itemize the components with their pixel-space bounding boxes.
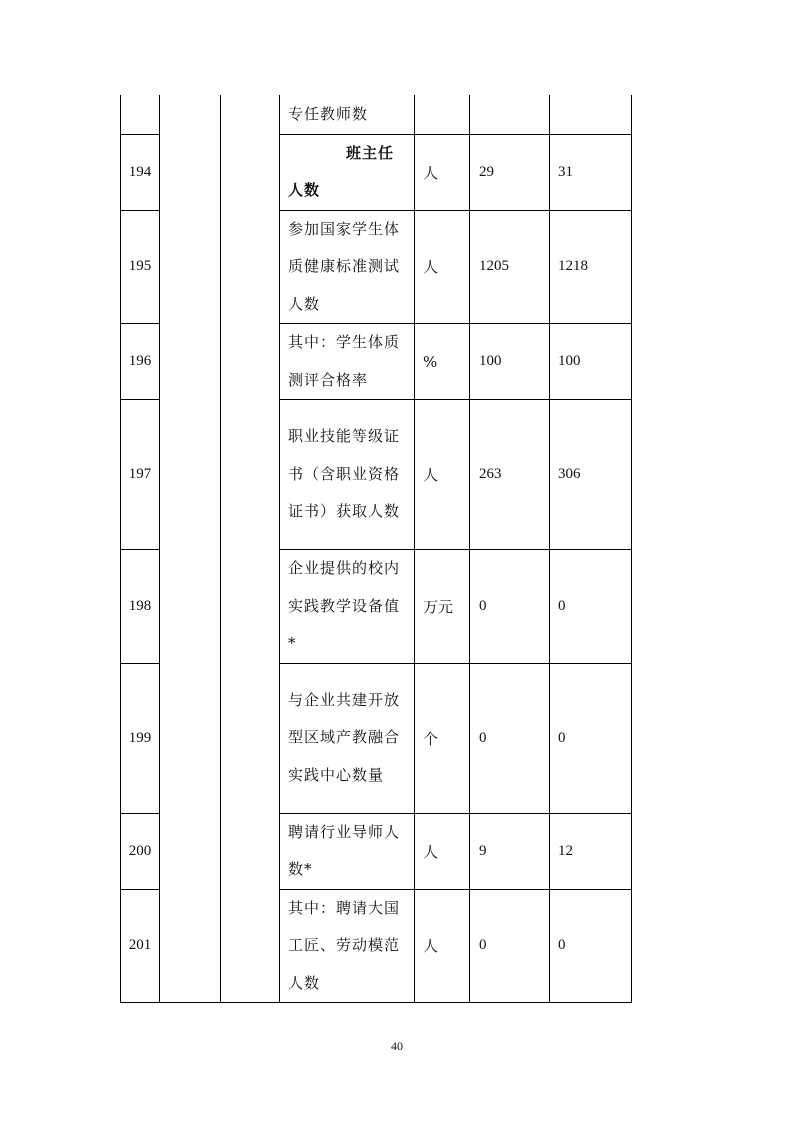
row-number: 200	[121, 813, 160, 889]
indicator-line-2: 人数	[288, 181, 321, 199]
value-2: 31	[550, 134, 632, 210]
category-cell-1	[160, 95, 221, 1003]
value-1	[470, 95, 550, 134]
indicator-name: 企业提供的校内实践教学设备值*	[280, 550, 415, 664]
indicator-line-1: 班主任	[345, 143, 394, 162]
unit: 人	[415, 210, 470, 324]
table-row	[121, 95, 632, 134]
value-2: 100	[550, 324, 632, 400]
value-2: 0	[550, 889, 632, 1003]
row-number: 195	[121, 210, 160, 324]
indicator-name: 其中：聘请大国工匠、劳动模范人数	[280, 889, 415, 1003]
value-1: 0	[470, 550, 550, 664]
page-number: 40	[391, 1039, 403, 1053]
row-number: 194	[121, 134, 160, 210]
value-1: 263	[470, 400, 550, 550]
value-2: 12	[550, 813, 632, 889]
value-1: 9	[470, 813, 550, 889]
value-1: 1205	[470, 210, 550, 324]
value-2: 0	[550, 663, 632, 813]
row-number: 198	[121, 550, 160, 664]
value-1: 100	[470, 324, 550, 400]
unit: 人	[415, 889, 470, 1003]
indicator-name: 职业技能等级证书（含职业资格证书）获取人数	[280, 400, 415, 550]
row-number: 197	[121, 400, 160, 550]
unit	[415, 95, 470, 134]
row-number: 199	[121, 663, 160, 813]
value-2: 306	[550, 400, 632, 550]
value-2: 0	[550, 550, 632, 664]
unit: 人	[415, 134, 470, 210]
unit: 个	[415, 663, 470, 813]
indicator-table	[120, 95, 632, 1003]
unit: 万元	[415, 550, 470, 664]
row-number	[121, 95, 160, 134]
value-1: 0	[470, 663, 550, 813]
indicator-name: 与企业共建开放型区域产教融合实践中心数量	[280, 663, 415, 813]
category-cell-2	[221, 95, 280, 1003]
indicator-name: 其中：学生体质测评合格率	[280, 324, 415, 400]
value-2	[550, 95, 632, 134]
unit: 人	[415, 813, 470, 889]
indicator-name: 专任教师数	[280, 95, 415, 134]
value-1: 29	[470, 134, 550, 210]
value-2: 1218	[550, 210, 632, 324]
indicator-name: 聘请行业导师人数*	[280, 813, 415, 889]
indicator-name: 参加国家学生体质健康标准测试人数	[280, 210, 415, 324]
value-1: 0	[470, 889, 550, 1003]
indicator-name	[280, 134, 415, 210]
row-number: 196	[121, 324, 160, 400]
unit: %	[415, 324, 470, 400]
unit: 人	[415, 400, 470, 550]
row-number: 201	[121, 889, 160, 1003]
